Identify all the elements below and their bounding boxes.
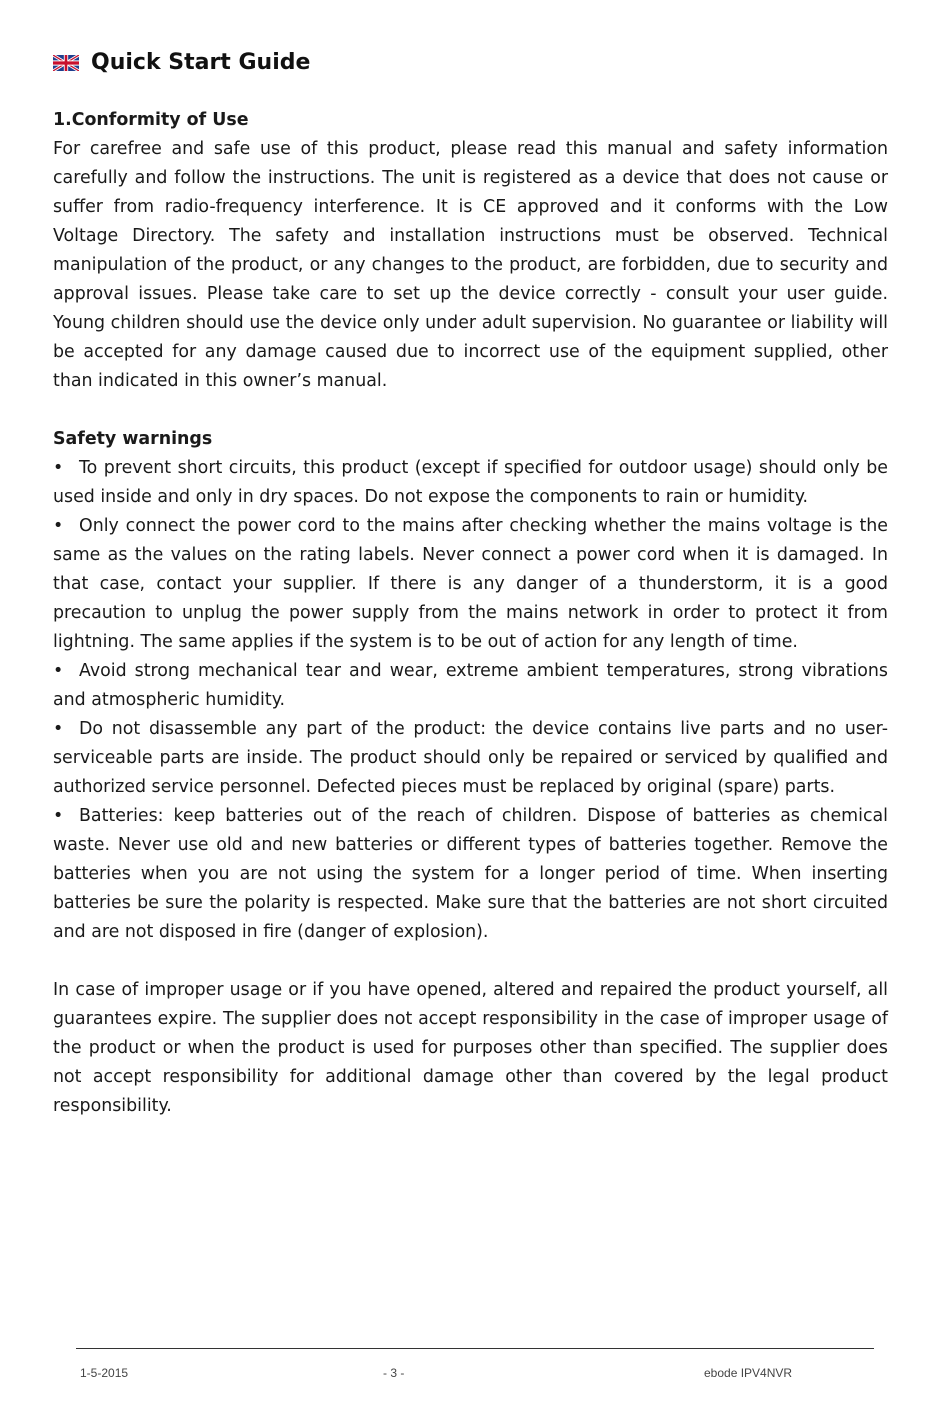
bullet-text: To prevent short circuits, this product (except if specified for outdoor usage) should only be used inside and only in dry spaces. Do not expose the components to rain or humidity. — [53, 458, 888, 507]
footer-product: ebode IPV4NVR — [704, 1366, 793, 1380]
spacer — [53, 947, 888, 976]
conformity-heading: 1.Conformity of Use — [53, 110, 249, 130]
page-title: Quick Start Guide — [91, 50, 311, 75]
safety-bullet — [53, 657, 888, 715]
bullet-marker: • — [53, 661, 64, 681]
bullet-marker: • — [53, 458, 64, 478]
footer-divider — [76, 1348, 874, 1349]
footer-date: 1-5-2015 — [80, 1366, 129, 1380]
uk-flag-icon — [53, 55, 79, 71]
safety-bullet — [53, 454, 888, 512]
bullet-text: Only connect the power cord to the mains after checking whether the mains voltage is the same as the values on the rating labels. Never connect a power cord when it is damaged. In that case, contact your supplier. If there is any danger of a thunderstorm, it is a good precaution to unplug the power supply from the mains network in order to protect it from lightning. The same applies if the system is to be out of action for any length of time. — [53, 516, 888, 652]
bullet-text: Do not disassemble any part of the product: the device contains live parts and no user-serviceable parts are inside. The product should only be repaired or serviced by qualified and authorized service personnel. Defected pieces must be replaced by original (spare) parts. — [53, 719, 888, 797]
bullet-text: Avoid strong mechanical tear and wear, extreme ambient temperatures, strong vibrations and atmospheric humidity. — [53, 661, 888, 710]
closing-paragraph: In case of improper usage or if you have opened, altered and repaired the product yourself, all guarantees expire. The supplier does not accept responsibility in the case of improper usage of the product or when the product is used for purposes other than specified. The supplier does not accept responsibility for additional damage other than covered by the legal product responsibility. — [53, 980, 888, 1116]
footer-page-number: - 3 - — [383, 1366, 405, 1380]
title-row — [53, 48, 310, 78]
safety-bullet — [53, 512, 888, 657]
safety-bullet — [53, 802, 888, 947]
bullet-marker: • — [53, 516, 64, 536]
safety-bullet — [53, 715, 888, 802]
safety-heading: Safety warnings — [53, 429, 213, 449]
conformity-paragraph: For carefree and safe use of this product, please read this manual and safety information carefully and follow the instructions. The unit is registered as a device that does not cause or suffer from radio-frequency interference. It is CE approved and it conforms with the Low Voltage Directory. The safety and installation instructions must be observed. Technical manipulation of the product, or any changes to the product, are forbidden, due to security and approval issues. Please take care to set up the device correctly - consult your user guide. Young children should use the device only under adult supervision. No guarantee or liability will be accepted for any damage caused due to incorrect use of the equipment supplied, other than indicated in this owner’s manual. — [53, 139, 888, 391]
bullet-marker: • — [53, 719, 64, 739]
spacer — [53, 396, 888, 425]
content-body — [53, 106, 888, 1121]
bullet-marker: • — [53, 806, 64, 826]
bullet-text: Batteries: keep batteries out of the reach of children. Dispose of batteries as chemical waste. Never use old and new batteries or different types of batteries together. Remove the batteries when you are not using the system for a longer period of time. When inserting batteries be sure the polarity is respected. Make sure that the batteries are not short circuited and are not disposed in fire (danger of explosion). — [53, 806, 888, 942]
